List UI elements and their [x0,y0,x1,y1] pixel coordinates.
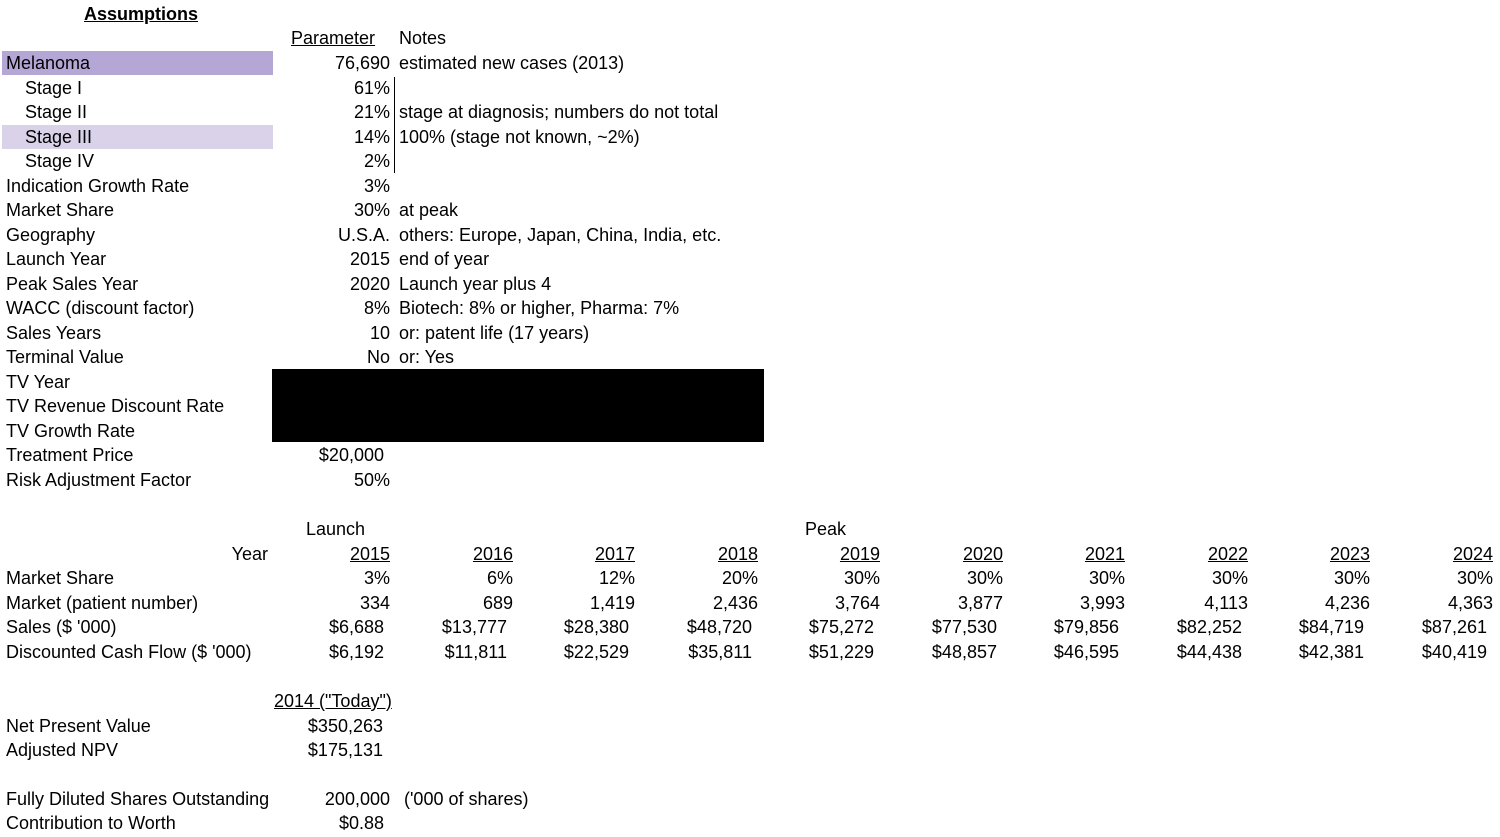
assumption-value[interactable]: 3% [363,176,390,196]
assumption-label[interactable]: Terminal Value [6,347,124,367]
table-cell[interactable]: 30% [966,568,1003,588]
contribution-label[interactable]: Contribution to Worth [6,813,176,833]
assumption-value[interactable]: 2% [363,151,390,171]
table-cell[interactable]: $51,229 [808,642,874,662]
assumption-value[interactable]: 50% [353,470,390,490]
assumption-value[interactable]: 2020 [349,274,390,294]
peak-label: Peak [805,519,847,539]
shares-value[interactable]: 200,000 [324,789,390,809]
table-cell[interactable]: 334 [359,593,390,613]
redacted-block [272,369,764,442]
year-cell[interactable]: 2022 [1207,544,1248,564]
notes-header: Notes [399,28,447,48]
assumption-label[interactable]: Stage III [25,127,93,147]
row-label[interactable]: Market Share [6,568,115,588]
table-cell[interactable]: $87,261 [1421,617,1487,637]
assumption-note[interactable]: at peak [399,200,459,220]
table-cell[interactable]: 3,993 [1079,593,1125,613]
assumption-note[interactable]: stage at diagnosis; numbers do not total [399,102,719,122]
row-label[interactable]: Sales ($ '000) [6,617,117,637]
year-cell[interactable]: 2018 [717,544,758,564]
today-header: 2014 ("Today") [274,691,392,711]
assumption-label[interactable]: Stage I [25,78,83,98]
table-cell[interactable]: $82,252 [1176,617,1242,637]
npv-label[interactable]: Net Present Value [6,716,151,736]
row-label[interactable]: Discounted Cash Flow ($ '000) [6,642,252,662]
table-cell[interactable]: 30% [1211,568,1248,588]
table-cell[interactable]: $44,438 [1176,642,1242,662]
year-cell[interactable]: 2019 [839,544,880,564]
table-cell[interactable]: 30% [843,568,880,588]
assumption-label[interactable]: Launch Year [6,249,107,269]
year-cell[interactable]: 2021 [1084,544,1125,564]
assumption-value[interactable]: $20,000 [318,445,384,465]
year-cell[interactable]: 2020 [962,544,1003,564]
launch-label: Launch [306,519,366,539]
year-cell[interactable]: 2023 [1329,544,1370,564]
shares-note[interactable]: ('000 of shares) [404,789,529,809]
assumption-value[interactable]: 21% [353,102,390,122]
assumption-value[interactable]: 2015 [349,249,390,269]
assumption-value[interactable]: 14% [353,127,390,147]
stage-bracket-line [394,77,395,173]
contribution-value[interactable]: $0.88 [338,813,384,833]
table-cell[interactable]: $79,856 [1053,617,1119,637]
assumption-label[interactable]: Market Share [6,200,115,220]
table-cell[interactable]: 30% [1456,568,1493,588]
assumption-note[interactable]: others: Europe, Japan, China, India, etc. [399,225,722,245]
assumption-label[interactable]: TV Growth Rate [6,421,136,441]
year-cell[interactable]: 2017 [594,544,635,564]
table-cell[interactable]: 4,236 [1324,593,1370,613]
parameter-header: Parameter [291,28,376,48]
table-cell[interactable]: 6% [486,568,513,588]
table-cell[interactable]: 4,363 [1447,593,1493,613]
assumption-value[interactable]: 30% [353,200,390,220]
table-cell[interactable]: 2,436 [712,593,758,613]
assumption-value[interactable]: U.S.A. [337,225,390,245]
assumption-note[interactable]: or: Yes [399,347,455,367]
table-cell[interactable]: $11,811 [444,642,507,662]
assumption-note[interactable]: or: patent life (17 years) [399,323,590,343]
table-cell[interactable]: $42,381 [1298,642,1364,662]
assumption-label[interactable]: Sales Years [6,323,102,343]
assumption-value[interactable]: 8% [363,298,390,318]
table-cell[interactable]: $75,272 [808,617,874,637]
table-cell[interactable]: 30% [1088,568,1125,588]
assumption-label[interactable]: Indication Growth Rate [6,176,190,196]
assumption-label[interactable]: Melanoma [6,53,91,73]
assumption-note[interactable]: 100% (stage not known, ~2%) [399,127,640,147]
assumption-note[interactable]: end of year [399,249,490,269]
table-cell[interactable]: $35,811 [688,642,752,662]
table-cell[interactable]: 3,764 [834,593,880,613]
adjusted-npv-label[interactable]: Adjusted NPV [6,740,119,760]
shares-label[interactable]: Fully Diluted Shares Outstanding [6,789,270,809]
assumption-label[interactable]: Stage II [25,102,88,122]
sheet-title: Assumptions [84,4,199,24]
table-cell[interactable]: $6,688 [328,617,384,637]
assumption-value[interactable]: 61% [353,78,390,98]
assumption-note[interactable]: Biotech: 8% or higher, Pharma: 7% [399,298,680,318]
adjusted-npv-value[interactable]: $175,131 [307,740,383,760]
table-cell[interactable]: $6,192 [328,642,384,662]
table-cell[interactable]: 3% [363,568,390,588]
npv-value[interactable]: $350,263 [307,716,383,736]
assumption-value[interactable]: 10 [369,323,390,343]
assumption-note[interactable]: Launch year plus 4 [399,274,552,294]
assumption-label[interactable]: WACC (discount factor) [6,298,195,318]
row-label[interactable]: Market (patient number) [6,593,199,613]
table-cell[interactable]: $40,419 [1421,642,1487,662]
table-cell[interactable]: 3,877 [957,593,1003,613]
table-cell[interactable]: $48,720 [686,617,752,637]
assumption-note[interactable]: estimated new cases (2013) [399,53,625,73]
assumption-label[interactable]: Peak Sales Year [6,274,139,294]
assumption-value[interactable]: 76,690 [334,53,390,73]
table-cell[interactable]: 1,419 [589,593,635,613]
year-cell[interactable]: 2024 [1452,544,1493,564]
table-cell[interactable]: 20% [721,568,758,588]
table-cell[interactable]: $22,529 [563,642,629,662]
table-cell[interactable]: 30% [1333,568,1370,588]
table-cell[interactable]: 689 [482,593,513,613]
assumption-label[interactable]: TV Revenue Discount Rate [6,396,225,416]
table-cell[interactable]: $28,380 [563,617,629,637]
table-cell[interactable]: $84,719 [1298,617,1364,637]
assumption-label[interactable]: Risk Adjustment Factor [6,470,192,490]
table-cell[interactable]: $46,595 [1053,642,1119,662]
assumption-label[interactable]: Geography [6,225,96,245]
table-cell[interactable]: 12% [598,568,635,588]
year-cell[interactable]: 2016 [472,544,513,564]
year-label: Year [231,544,268,564]
assumption-value[interactable]: No [366,347,390,367]
table-cell[interactable]: 4,113 [1204,593,1248,613]
assumption-label[interactable]: Stage IV [25,151,95,171]
table-cell[interactable]: $13,777 [441,617,507,637]
year-cell[interactable]: 2015 [349,544,390,564]
assumption-label[interactable]: Treatment Price [6,445,134,465]
table-cell[interactable]: $77,530 [931,617,997,637]
table-cell[interactable]: $48,857 [931,642,997,662]
assumption-label[interactable]: TV Year [6,372,71,392]
